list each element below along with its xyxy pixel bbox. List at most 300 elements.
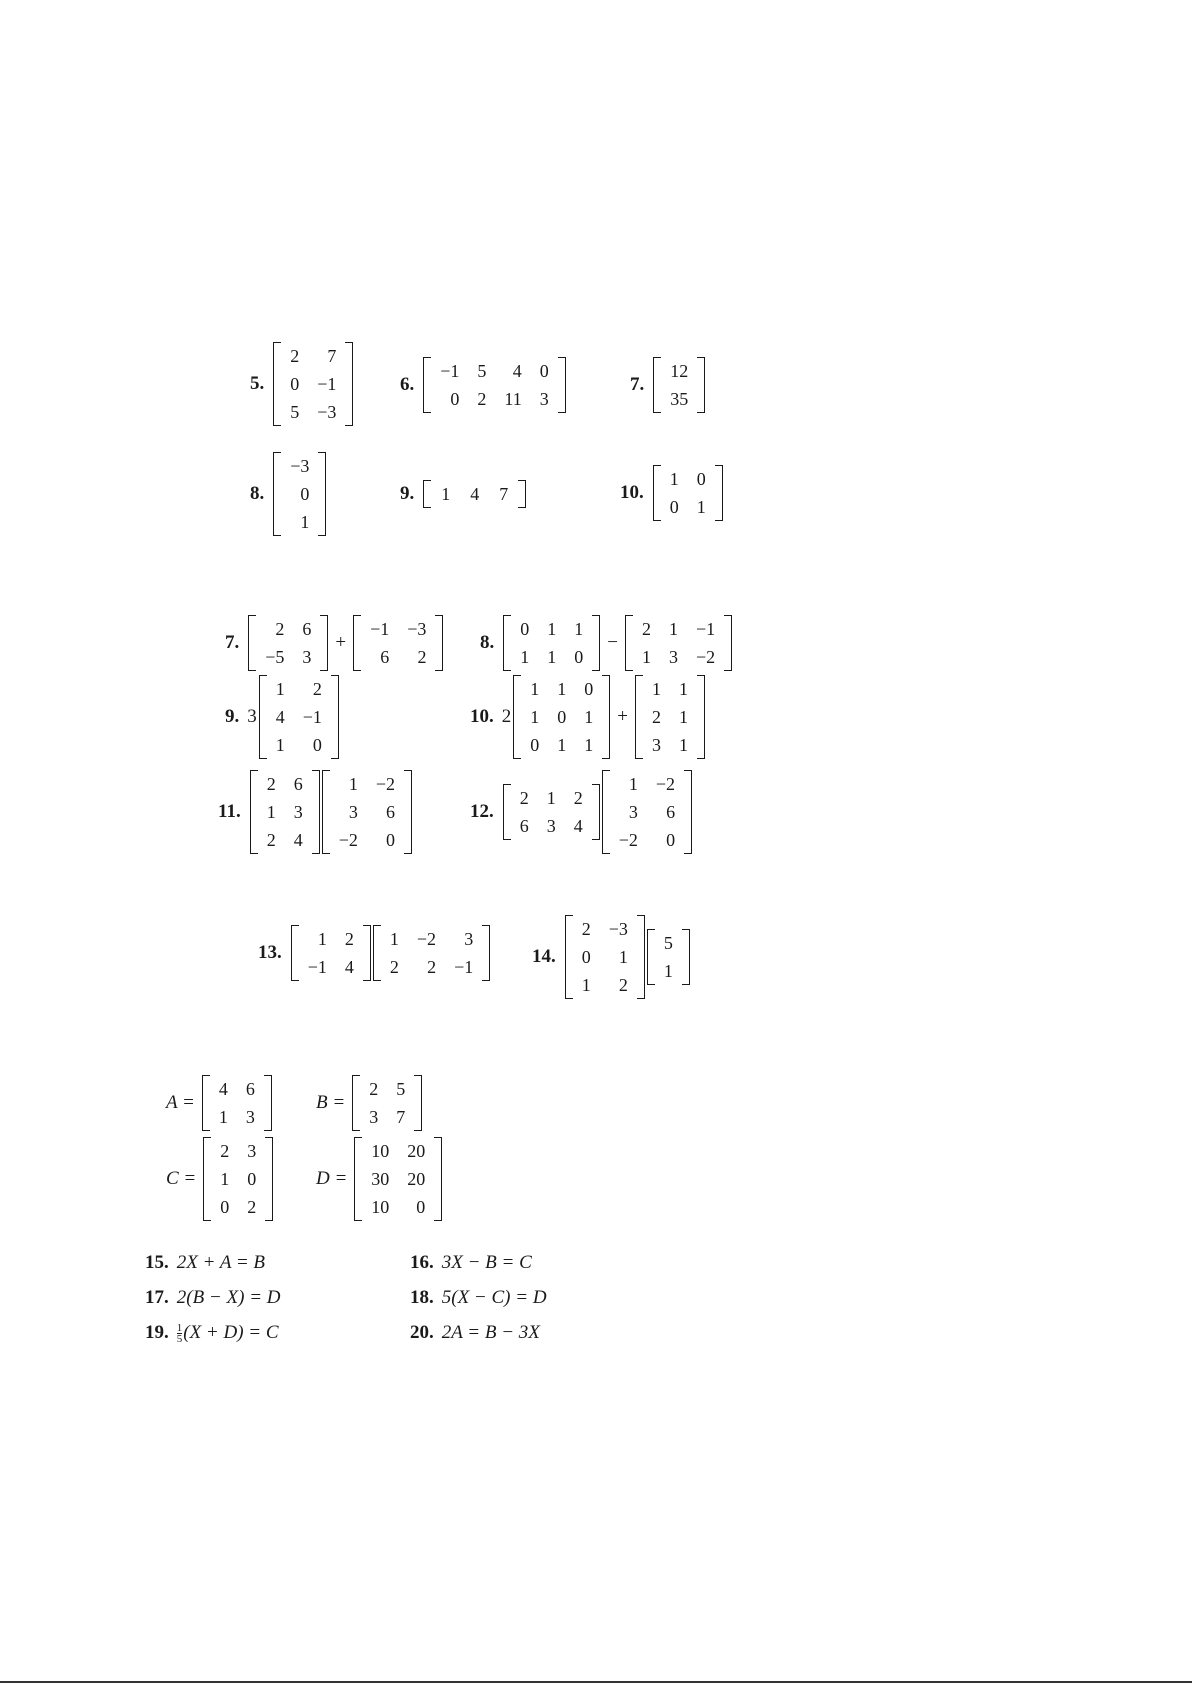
matrix-row bbox=[643, 731, 697, 759]
matrix-entry: 1 bbox=[389, 929, 399, 949]
matrix-entry: 2 bbox=[220, 1141, 230, 1161]
matrix-grid bbox=[281, 452, 318, 536]
matrix-row bbox=[330, 798, 404, 826]
matrix-label: A = bbox=[166, 1092, 195, 1113]
matrix-entry: −2 bbox=[416, 929, 437, 949]
matrix-row bbox=[256, 643, 320, 671]
matrix-entry: 4 bbox=[470, 484, 480, 504]
matrix-row bbox=[258, 798, 312, 826]
left-bracket bbox=[373, 925, 381, 981]
right-bracket bbox=[434, 1137, 442, 1221]
matrix-row bbox=[511, 615, 592, 643]
matrix-row bbox=[511, 643, 592, 671]
matrix-entry: 1 bbox=[678, 707, 688, 727]
matrix-row bbox=[381, 953, 482, 981]
right-bracket bbox=[265, 1137, 273, 1221]
matrix-entry: 2 bbox=[581, 919, 591, 939]
left-bracket bbox=[625, 615, 633, 671]
left-bracket bbox=[565, 915, 573, 999]
matrix-entry: 4 bbox=[275, 707, 285, 727]
matrix bbox=[653, 465, 723, 521]
left-bracket bbox=[423, 357, 431, 413]
equation-20 bbox=[410, 1322, 540, 1344]
matrix-row bbox=[281, 398, 345, 426]
matrix-row bbox=[643, 675, 697, 703]
left-bracket bbox=[653, 357, 661, 413]
problem-number: 12. bbox=[470, 801, 494, 822]
left-bracket bbox=[503, 615, 511, 671]
matrix-grid bbox=[211, 1137, 265, 1221]
matrix-entry: −1 bbox=[317, 374, 337, 394]
problem-number: 14. bbox=[532, 946, 556, 967]
problem-9 bbox=[400, 480, 527, 508]
matrix-entry: 2 bbox=[312, 679, 322, 699]
matrix-entry: 4 bbox=[293, 830, 303, 850]
matrix-entry: 1 bbox=[574, 619, 584, 639]
matrix-entry: 2 bbox=[573, 788, 583, 808]
matrix-row bbox=[281, 342, 345, 370]
right-bracket bbox=[697, 357, 705, 413]
matrix-entry: 1 bbox=[441, 484, 451, 504]
matrix-entry: −3 bbox=[608, 919, 628, 939]
matrix bbox=[291, 925, 371, 981]
matrix-entry: 1 bbox=[581, 975, 591, 995]
problem-number: 9. bbox=[225, 706, 240, 727]
matrix-entry: 2 bbox=[519, 788, 529, 808]
matrix-entry: 0 bbox=[539, 361, 549, 381]
matrix-grid bbox=[661, 465, 715, 521]
problem-8 bbox=[250, 452, 327, 536]
problem-11 bbox=[218, 770, 413, 854]
matrix-entry: 1 bbox=[618, 947, 628, 967]
matrix bbox=[259, 675, 339, 759]
matrix-row bbox=[330, 770, 404, 798]
matrix-entry: 2 bbox=[427, 957, 437, 977]
equation-text: 2(B − X) = D bbox=[176, 1287, 281, 1308]
matrix-grid bbox=[633, 615, 724, 671]
matrix-b-definition bbox=[310, 1075, 423, 1131]
problem-number: 16. bbox=[410, 1252, 434, 1273]
matrix-row bbox=[330, 826, 404, 854]
matrix-row bbox=[521, 703, 602, 731]
matrix-entry: 12 bbox=[670, 361, 689, 381]
matrix-entry: 5 bbox=[663, 933, 673, 953]
matrix-entry: 2 bbox=[247, 1197, 257, 1217]
matrix-grid bbox=[299, 925, 363, 981]
right-bracket bbox=[637, 915, 645, 999]
matrix-row bbox=[360, 1075, 414, 1103]
matrix-label: B = bbox=[316, 1092, 346, 1113]
matrix-entry: 6 bbox=[293, 774, 303, 794]
equation-text: 2A = B − 3X bbox=[441, 1322, 540, 1343]
matrix-entry: 5 bbox=[396, 1079, 406, 1099]
problem-number: 17. bbox=[145, 1287, 169, 1308]
matrix-entry: 0 bbox=[450, 389, 460, 409]
matrix-entry: 3 bbox=[651, 735, 661, 755]
matrix-entry: 3 bbox=[668, 647, 678, 667]
problem-6 bbox=[400, 357, 567, 413]
right-bracket bbox=[363, 925, 371, 981]
matrix bbox=[423, 357, 566, 413]
matrix-entry: 7 bbox=[499, 484, 509, 504]
matrix-row bbox=[256, 615, 320, 643]
matrix-grid bbox=[281, 342, 345, 426]
matrix-entry: 1 bbox=[584, 707, 594, 727]
problem-number: 6. bbox=[400, 374, 415, 395]
matrix bbox=[354, 1137, 442, 1221]
matrix-entry: 3 bbox=[245, 1107, 255, 1127]
matrix-entry: 7 bbox=[327, 346, 337, 366]
right-bracket bbox=[404, 770, 412, 854]
matrix-label: D = bbox=[316, 1168, 348, 1189]
left-bracket bbox=[423, 480, 431, 508]
matrix-grid bbox=[256, 615, 320, 671]
equation-text: 2X + A = B bbox=[176, 1252, 266, 1273]
plus-sign: + bbox=[335, 632, 347, 653]
matrix-entry: 0 bbox=[290, 374, 300, 394]
matrix-grid bbox=[361, 615, 435, 671]
problem-9b bbox=[225, 675, 340, 759]
matrix-grid bbox=[267, 675, 331, 759]
matrix-entry: 10 bbox=[371, 1197, 390, 1217]
equation-17 bbox=[145, 1287, 280, 1309]
matrix-entry: 1 bbox=[275, 679, 285, 699]
matrix-row bbox=[299, 925, 363, 953]
matrix-entry: 1 bbox=[669, 469, 679, 489]
matrix-entry: 1 bbox=[317, 929, 327, 949]
matrix bbox=[602, 770, 692, 854]
right-bracket bbox=[682, 929, 690, 985]
matrix-row bbox=[211, 1165, 265, 1193]
problem-number: 9. bbox=[400, 483, 415, 504]
right-bracket bbox=[592, 784, 600, 840]
matrix-entry: 6 bbox=[386, 802, 396, 822]
matrix-entry: 6 bbox=[666, 802, 676, 822]
matrix-grid bbox=[655, 929, 682, 985]
matrix-entry: 1 bbox=[530, 679, 540, 699]
matrix-entry: 4 bbox=[512, 361, 522, 381]
matrix-entry: −3 bbox=[317, 402, 337, 422]
matrix-entry: 2 bbox=[389, 957, 399, 977]
matrix-entry: −2 bbox=[375, 774, 396, 794]
matrix-entry: −1 bbox=[695, 619, 716, 639]
matrix-entry: 20 bbox=[407, 1141, 426, 1161]
matrix-entry: 0 bbox=[520, 619, 530, 639]
matrix-row bbox=[661, 465, 715, 493]
matrix-entry: 1 bbox=[547, 619, 557, 639]
matrix-entry: −1 bbox=[307, 957, 327, 977]
matrix-grid bbox=[610, 770, 684, 854]
matrix-entry: 0 bbox=[696, 469, 706, 489]
matrix-entry: 1 bbox=[651, 679, 661, 699]
matrix-row bbox=[281, 508, 318, 536]
matrix-entry: 1 bbox=[628, 774, 638, 794]
matrix-entry: 4 bbox=[218, 1079, 228, 1099]
matrix-row bbox=[521, 675, 602, 703]
matrix bbox=[373, 925, 490, 981]
matrix-entry: 1 bbox=[584, 735, 594, 755]
problem-number: 11. bbox=[218, 801, 241, 822]
problem-number: 13. bbox=[258, 942, 282, 963]
matrix-entry: 2 bbox=[266, 830, 276, 850]
matrix-entry: −2 bbox=[655, 774, 676, 794]
matrix-row bbox=[258, 770, 312, 798]
matrix-row bbox=[661, 357, 697, 385]
matrix bbox=[503, 615, 600, 671]
matrix-grid bbox=[258, 770, 312, 854]
matrix-row bbox=[211, 1137, 265, 1165]
matrix-row bbox=[381, 925, 482, 953]
matrix-entry: 11 bbox=[504, 389, 522, 409]
problem-7b bbox=[225, 615, 444, 671]
matrix-entry: 6 bbox=[302, 619, 312, 639]
matrix-entry: 1 bbox=[696, 497, 706, 517]
matrix-entry: 7 bbox=[396, 1107, 406, 1127]
matrix bbox=[353, 615, 443, 671]
matrix-entry: 0 bbox=[669, 497, 679, 517]
matrix-entry: 0 bbox=[416, 1197, 426, 1217]
matrix-entry: 6 bbox=[245, 1079, 255, 1099]
matrix-entry: −3 bbox=[290, 456, 310, 476]
equation-text: 5(X − C) = D bbox=[441, 1287, 547, 1308]
left-bracket bbox=[248, 615, 256, 671]
right-bracket bbox=[592, 615, 600, 671]
scalar: 2 bbox=[501, 706, 512, 727]
problem-number: 15. bbox=[145, 1252, 169, 1273]
left-bracket bbox=[259, 675, 267, 759]
matrix-entry: 2 bbox=[369, 1079, 379, 1099]
matrix-entry: 0 bbox=[581, 947, 591, 967]
matrix-row bbox=[655, 929, 682, 957]
matrix-row bbox=[267, 731, 331, 759]
left-bracket bbox=[602, 770, 610, 854]
matrix-entry: 4 bbox=[573, 816, 583, 836]
matrix bbox=[203, 1137, 273, 1221]
left-bracket bbox=[273, 452, 281, 536]
matrix-row bbox=[661, 493, 715, 521]
matrix-entry: 3 bbox=[302, 647, 312, 667]
right-bracket bbox=[318, 452, 326, 536]
matrix-entry: 2 bbox=[417, 647, 427, 667]
problem-number: 20. bbox=[410, 1322, 434, 1343]
right-bracket bbox=[697, 675, 705, 759]
matrix-entry: −2 bbox=[338, 830, 358, 850]
right-bracket bbox=[724, 615, 732, 671]
right-bracket bbox=[684, 770, 692, 854]
right-bracket bbox=[320, 615, 328, 671]
right-bracket bbox=[312, 770, 320, 854]
left-bracket bbox=[635, 675, 643, 759]
matrix-grid bbox=[511, 784, 592, 840]
matrix-entry: 1 bbox=[220, 1169, 230, 1189]
matrix-entry: 30 bbox=[371, 1169, 390, 1189]
matrix-entry: 2 bbox=[266, 774, 276, 794]
matrix-entry: 2 bbox=[290, 346, 300, 366]
problem-14 bbox=[532, 915, 691, 999]
matrix-entry: 0 bbox=[557, 707, 567, 727]
matrix-entry: 3 bbox=[628, 802, 638, 822]
matrix-row bbox=[431, 385, 558, 413]
matrix-entry: 0 bbox=[386, 830, 396, 850]
matrix-row bbox=[362, 1193, 434, 1221]
matrix-entry: 2 bbox=[275, 619, 285, 639]
problem-number: 18. bbox=[410, 1287, 434, 1308]
matrix-grid bbox=[643, 675, 697, 759]
matrix-entry: 1 bbox=[663, 961, 673, 981]
matrix-row bbox=[573, 943, 637, 971]
matrix-grid bbox=[381, 925, 482, 981]
matrix-entry: −2 bbox=[618, 830, 638, 850]
matrix bbox=[635, 675, 705, 759]
problem-number: 8. bbox=[250, 483, 265, 504]
matrix-row bbox=[281, 370, 345, 398]
row-vector bbox=[423, 480, 526, 508]
matrix-grid bbox=[360, 1075, 414, 1131]
right-bracket bbox=[264, 1075, 272, 1131]
matrix-row bbox=[633, 643, 724, 671]
left-bracket bbox=[354, 1137, 362, 1221]
matrix-row bbox=[361, 615, 435, 643]
matrix-entry: 20 bbox=[407, 1169, 426, 1189]
matrix-grid bbox=[362, 1137, 434, 1221]
matrix-entry: 0 bbox=[300, 484, 310, 504]
matrix-entry: 0 bbox=[530, 735, 540, 755]
matrix-grid bbox=[521, 675, 602, 759]
left-bracket bbox=[503, 784, 511, 840]
matrix-row bbox=[511, 812, 592, 840]
matrix-entry: 3 bbox=[348, 802, 358, 822]
matrix-row bbox=[573, 971, 637, 999]
equation-19 bbox=[145, 1322, 279, 1344]
problem-10b bbox=[470, 675, 706, 759]
right-bracket bbox=[345, 342, 353, 426]
matrix-entry: 6 bbox=[519, 816, 529, 836]
matrix-row bbox=[610, 798, 684, 826]
right-bracket bbox=[482, 925, 490, 981]
matrix-entry: 1 bbox=[520, 647, 530, 667]
problem-number: 19. bbox=[145, 1322, 169, 1343]
matrix-row bbox=[655, 957, 682, 985]
matrix bbox=[565, 915, 645, 999]
left-bracket bbox=[203, 1137, 211, 1221]
left-bracket bbox=[647, 929, 655, 985]
equation-15 bbox=[145, 1252, 265, 1274]
left-bracket bbox=[352, 1075, 360, 1131]
right-bracket bbox=[414, 1075, 422, 1131]
matrix-entry: 1 bbox=[641, 647, 651, 667]
matrix bbox=[250, 770, 320, 854]
matrix-entry: 6 bbox=[380, 647, 390, 667]
matrix-entry: 1 bbox=[668, 619, 678, 639]
matrix-entry: 0 bbox=[666, 830, 676, 850]
matrix-entry: 4 bbox=[344, 957, 354, 977]
matrix bbox=[273, 342, 353, 426]
equation-16 bbox=[410, 1252, 532, 1274]
matrix-entry: 1 bbox=[557, 735, 567, 755]
scalar: 3 bbox=[247, 706, 257, 727]
problem-5 bbox=[250, 342, 354, 426]
matrix-row bbox=[267, 675, 331, 703]
problem-number: 10. bbox=[470, 706, 494, 727]
matrix-row bbox=[211, 1193, 265, 1221]
column-vector bbox=[647, 929, 690, 985]
matrix-entry: 1 bbox=[678, 679, 688, 699]
problem-number: 5. bbox=[250, 373, 265, 394]
equation-18 bbox=[410, 1287, 547, 1309]
problem-7 bbox=[630, 357, 706, 413]
matrix bbox=[248, 615, 328, 671]
matrix-row bbox=[281, 452, 318, 480]
matrix-entry: 1 bbox=[546, 788, 556, 808]
matrix-grid bbox=[511, 615, 592, 671]
matrix-row bbox=[610, 826, 684, 854]
matrix-row bbox=[431, 480, 518, 508]
matrix-entry: 1 bbox=[557, 679, 567, 699]
matrix-row bbox=[362, 1165, 434, 1193]
matrix-entry: 3 bbox=[247, 1141, 257, 1161]
matrix-row bbox=[431, 357, 558, 385]
left-bracket bbox=[322, 770, 330, 854]
problem-12 bbox=[470, 770, 693, 854]
fraction bbox=[177, 1323, 183, 1344]
matrix-row bbox=[361, 643, 435, 671]
matrix-grid bbox=[661, 357, 697, 413]
problem-8b bbox=[480, 615, 733, 671]
matrix-row bbox=[633, 615, 724, 643]
bottom-rule bbox=[0, 1681, 1192, 1683]
matrix-entry: 0 bbox=[584, 679, 594, 699]
matrix-row bbox=[511, 784, 592, 812]
matrix-entry: 1 bbox=[530, 707, 540, 727]
matrix-entry: 3 bbox=[539, 389, 549, 409]
fraction-denominator: 5 bbox=[176, 1332, 183, 1345]
matrix-entry: 0 bbox=[312, 735, 322, 755]
equation-text: (X + D) = C bbox=[183, 1322, 279, 1343]
matrix-grid bbox=[431, 357, 558, 413]
matrix-entry: −1 bbox=[302, 707, 322, 727]
matrix-entry: 1 bbox=[275, 735, 285, 755]
matrix-entry: −5 bbox=[265, 647, 285, 667]
matrix bbox=[625, 615, 732, 671]
matrix-entry: 2 bbox=[477, 389, 487, 409]
problem-number: 7. bbox=[630, 374, 645, 395]
matrix-entry: −1 bbox=[454, 957, 474, 977]
problem-10 bbox=[620, 465, 724, 521]
matrix-entry: 1 bbox=[266, 802, 276, 822]
matrix-entry: 10 bbox=[371, 1141, 390, 1161]
right-bracket bbox=[602, 675, 610, 759]
left-bracket bbox=[202, 1075, 210, 1131]
matrix-entry: −3 bbox=[407, 619, 427, 639]
right-bracket bbox=[558, 357, 566, 413]
matrix-entry: 1 bbox=[218, 1107, 228, 1127]
matrix-entry: −2 bbox=[695, 647, 716, 667]
matrix bbox=[202, 1075, 272, 1131]
matrix-grid bbox=[330, 770, 404, 854]
matrix-entry: 0 bbox=[247, 1169, 257, 1189]
matrix-entry: 5 bbox=[477, 361, 487, 381]
matrix-entry: 35 bbox=[670, 389, 689, 409]
plus-sign: + bbox=[617, 706, 628, 727]
matrix-entry: 3 bbox=[293, 802, 303, 822]
left-bracket bbox=[273, 342, 281, 426]
matrix-label: C = bbox=[166, 1168, 197, 1189]
matrix-entry: 2 bbox=[618, 975, 628, 995]
matrix-row bbox=[573, 915, 637, 943]
problem-number: 10. bbox=[620, 482, 644, 503]
matrix bbox=[352, 1075, 422, 1131]
equation-text: 3X − B = C bbox=[441, 1252, 532, 1273]
